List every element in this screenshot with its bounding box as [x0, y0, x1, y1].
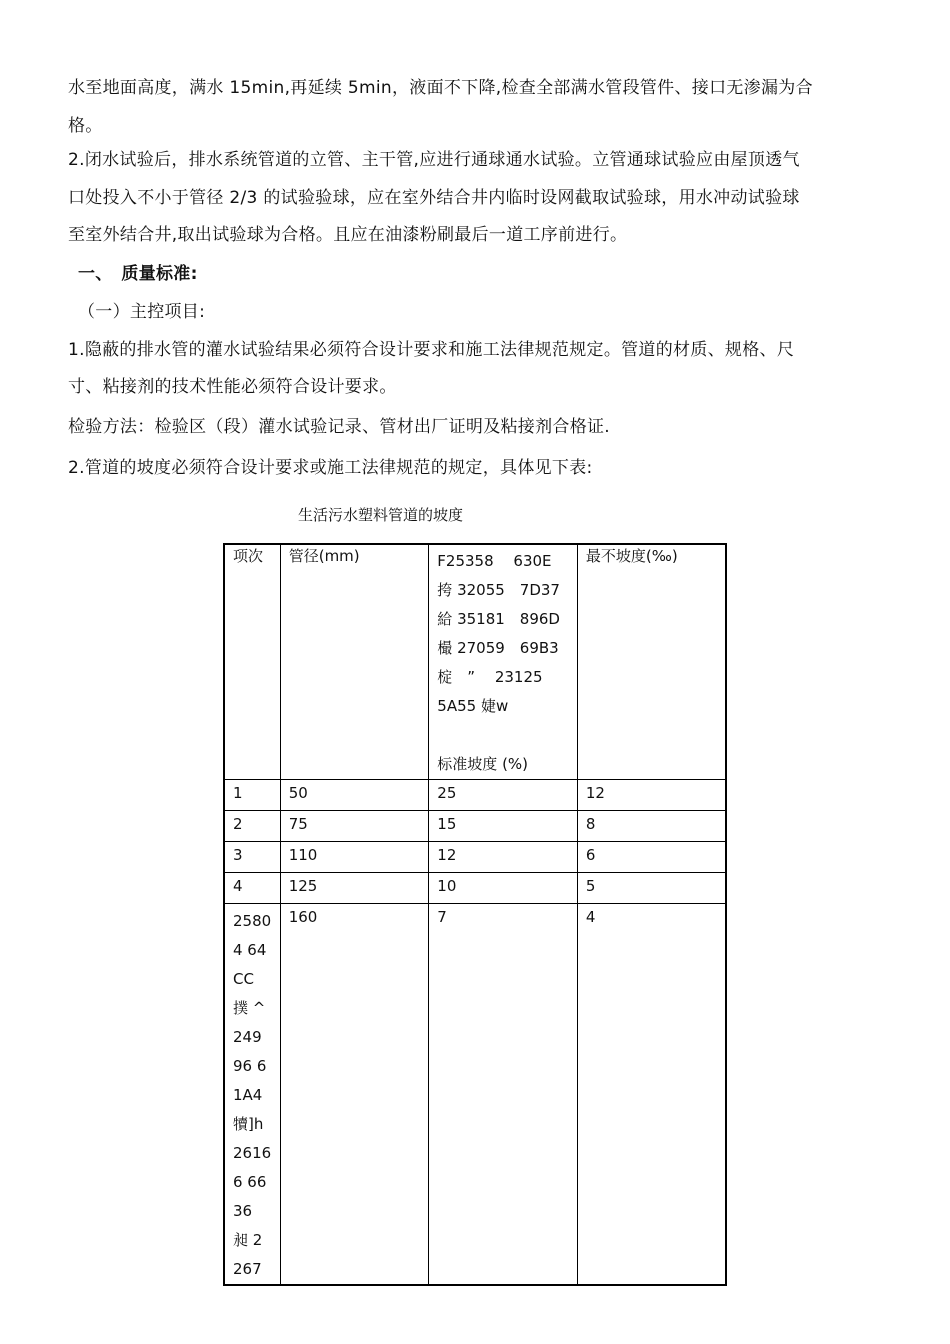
- paragraph-2-line-3: 至室外结合井,取出试验球为合格。且应在油漆粉刷最后一道工序前进行。: [68, 225, 628, 245]
- table-header-row: [224, 544, 726, 780]
- header-standard-slope: [429, 544, 578, 780]
- cell-standard: 12: [437, 846, 457, 864]
- cell-item: 25804 64CC 撲 ^249 96 61A4 犢]h 26166 6636 昶 2267: [233, 912, 272, 1278]
- cell-item: 2: [233, 815, 243, 833]
- cell-diameter: 110: [288, 846, 318, 864]
- section-heading: 一、 质量标准:: [78, 264, 198, 284]
- cell-standard: 25: [437, 784, 457, 802]
- cell-min: 12: [585, 784, 605, 802]
- header-item: 项次: [224, 544, 280, 780]
- paragraph-1-line-1: 水至地面高度，满水 15min,再延续 5min，液面不下降,检查全部满水管段管件、接口无渗漏为合: [68, 78, 813, 98]
- cell-item: 3: [233, 846, 243, 864]
- paragraph-2-line-1: 2.闭水试验后，排水系统管道的立管、主干管,应进行通球通水试验。立管通球试验应由屋顶透气: [68, 150, 800, 170]
- header-diameter: 管径(mm): [280, 544, 429, 780]
- cell-diameter: 160: [288, 908, 318, 926]
- sub-heading: （一）主控项目:: [78, 302, 206, 322]
- table-caption: 生活污水塑料管道的坡度: [298, 506, 464, 524]
- table-row: [224, 811, 726, 842]
- cell-item: 4: [233, 877, 243, 895]
- paragraph-2-line-2: 口处投入不小于管径 2/3 的试验验球，应在室外结合井内临时设网截取试验球，用水冲动试验球: [68, 188, 800, 208]
- item-1-line-1: 1.隐蔽的排水管的灌水试验结果必须符合设计要求和施工法律规范规定。管道的材质、规格、尺: [68, 340, 795, 360]
- cell-standard: 10: [437, 877, 457, 895]
- table-row: [224, 842, 726, 873]
- header-standard-slope-text: F25358 630E 挎 32055 7D37 給 35181 896D 樶 27059 69B3 椗 ” 23125 5A55 婕w 标准坡度 (%): [437, 552, 560, 773]
- header-min-slope: 最不坡度(‰): [577, 544, 726, 780]
- inspection-method: 检验方法：检验区（段）灌水试验记录、管材出厂证明及粘接剂合格证.: [68, 417, 611, 437]
- item-1-line-2: 寸、粘接剂的技术性能必须符合设计要求。: [68, 377, 397, 397]
- cell-diameter: 75: [288, 815, 308, 833]
- paragraph-1-line-2: 格。: [68, 116, 103, 136]
- table-row: [224, 780, 726, 811]
- table-row: [224, 904, 726, 1286]
- cell-min: 5: [585, 877, 596, 895]
- slope-table: [223, 543, 727, 1286]
- cell-min: 6: [585, 846, 596, 864]
- cell-standard: 7: [437, 908, 447, 926]
- cell-diameter: 125: [288, 877, 318, 895]
- cell-standard: 15: [437, 815, 457, 833]
- cell-min: 4: [585, 908, 596, 926]
- cell-min: 8: [585, 815, 596, 833]
- cell-item: 1: [233, 784, 243, 802]
- table-row: [224, 873, 726, 904]
- item-2: 2.管道的坡度必须符合设计要求或施工法律规范的规定，具体见下表:: [68, 458, 593, 478]
- cell-diameter: 50: [288, 784, 308, 802]
